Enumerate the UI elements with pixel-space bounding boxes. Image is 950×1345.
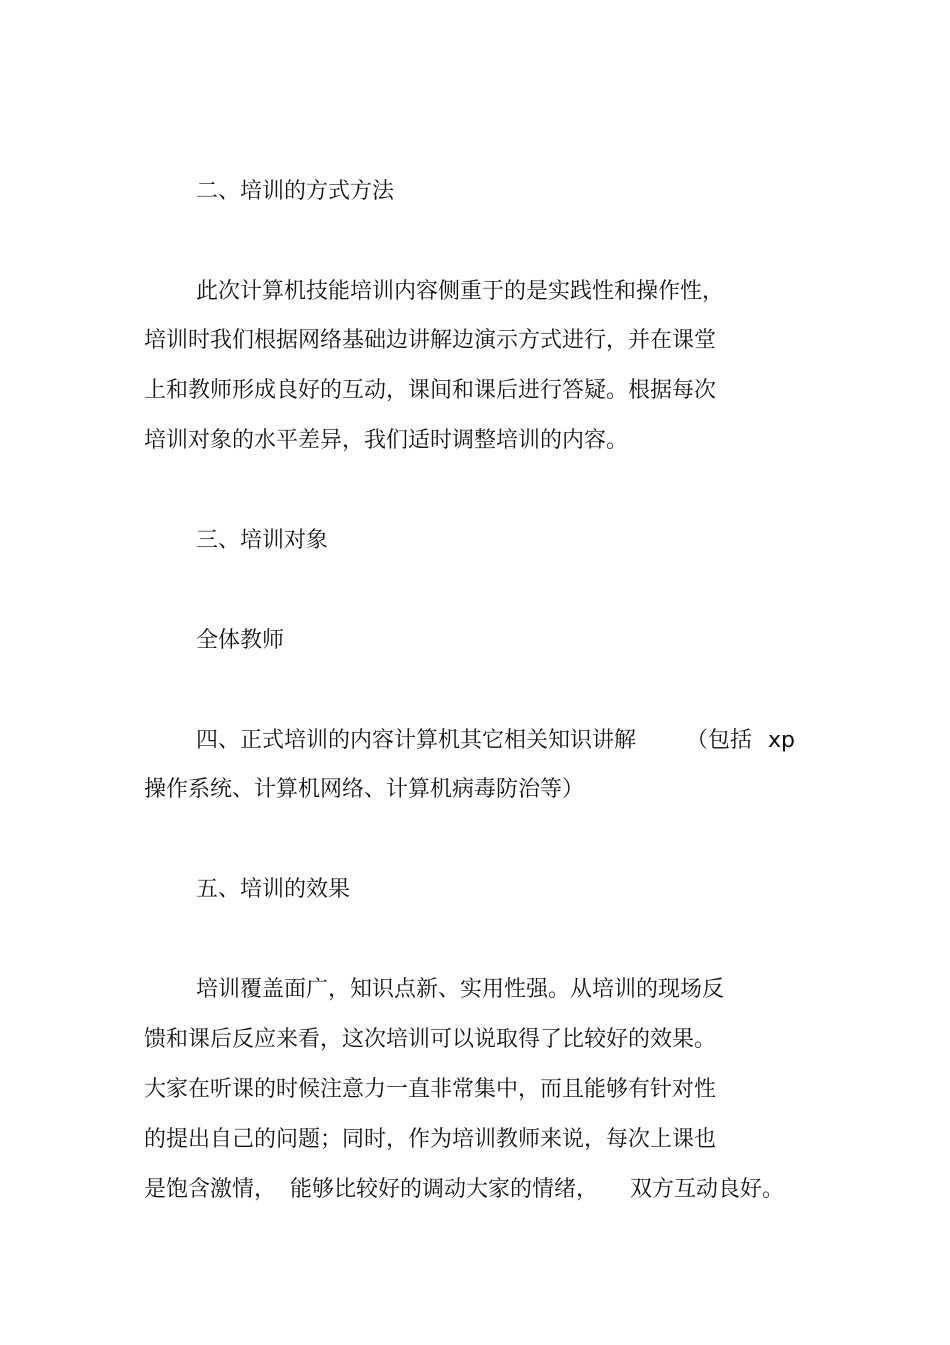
section-5-paragraph-line-1: 培训覆盖面广，知识点新、实用性强。从培训的现场反 — [196, 977, 725, 1002]
section-2-paragraph-line-2: 培训时我们根据网络基础边讲解边演示方式进行，并在课堂 — [144, 328, 717, 353]
section-5-paragraph-line-3: 大家在听课的时候注意力一直非常集中，而且能够有针对性 — [144, 1077, 717, 1102]
section-3-heading: 三、培训对象 — [196, 528, 329, 553]
section-4-heading-line-1 — [196, 726, 795, 756]
section-5-paragraph-line-5 — [144, 1175, 784, 1205]
section-2-paragraph-line-1: 此次计算机技能培训内容侧重于的是实践性和操作性， — [196, 279, 725, 304]
section-5-last-line-part-1: 是饱含激情， — [144, 1177, 277, 1202]
section-4-heading-xp: xp — [768, 728, 796, 753]
section-5-heading: 五、培训的效果 — [196, 877, 351, 902]
section-5-last-line-part-3: 双方互动良好。 — [630, 1177, 785, 1202]
section-2-heading: 二、培训的方式方法 — [196, 179, 395, 204]
section-4-heading-text: 四、正式培训的内容计算机其它相关知识讲解 — [196, 728, 637, 753]
section-2-paragraph-line-3: 上和教师形成良好的互动，课间和课后进行答疑。根据每次 — [144, 378, 717, 403]
section-3-content: 全体教师 — [196, 628, 285, 653]
section-4-heading-line-2: 操作系统、计算机网络、计算机病毒防治等） — [144, 777, 585, 802]
section-5-last-line-part-2: 能够比较好的调动大家的情绪， — [290, 1177, 599, 1202]
section-2-paragraph-line-4: 培训对象的水平差异，我们适时调整培训的内容。 — [144, 428, 629, 453]
section-5-paragraph-line-4: 的提出自己的问题；同时，作为培训教师来说，每次上课也 — [144, 1127, 717, 1152]
section-4-heading-paren: （包括 — [686, 728, 753, 753]
section-5-paragraph-line-2: 馈和课后反应来看，这次培训可以说取得了比较好的效果。 — [144, 1027, 717, 1052]
